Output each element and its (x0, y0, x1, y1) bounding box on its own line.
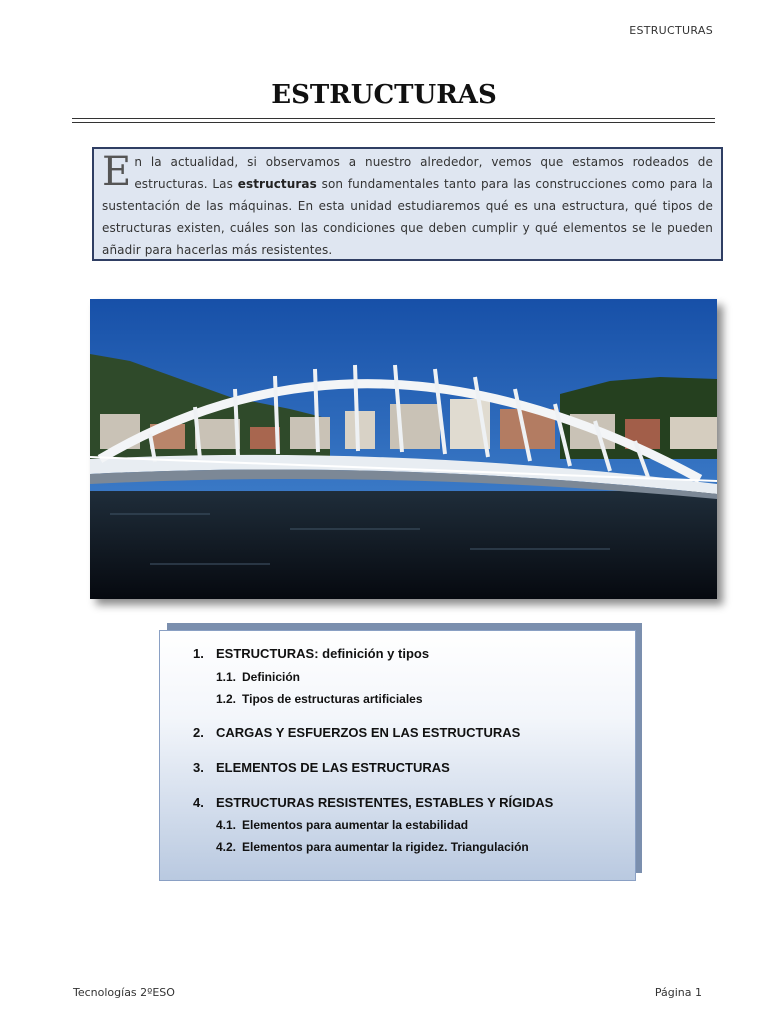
toc-label: Elementos para aumentar la rigidez. Triangulación (242, 840, 529, 854)
toc-item-1-1 (216, 670, 300, 684)
intro-text-part2: son fundamentales tanto para las construcciones como para la sustentación de las máquinas. En esta unidad estudiaremos qué es una estructura, qué tipos de estructuras existen, cuáles son las condiciones que deben cumplir y qué elementos se le pueden añadir para hacerlas más resistentes. (102, 177, 714, 257)
toc-number: 4.2. (216, 840, 237, 854)
toc-item-1-2 (216, 692, 423, 706)
footer-page-number: Página 1 (654, 986, 702, 999)
table-of-contents (159, 630, 636, 881)
drop-cap: E (102, 149, 132, 195)
toc-item-2 (193, 725, 520, 740)
intro-paragraph (102, 151, 713, 261)
toc-number: 2. (193, 725, 204, 740)
document-title: ESTRUCTURAS (271, 80, 497, 110)
toc-number: 4.1. (216, 818, 237, 832)
toc-number: 1. (193, 646, 204, 661)
toc-label: Tipos de estructuras artificiales (242, 692, 423, 706)
intro-text-part1: n la actualidad, si observamos a nuestro alrededor, vemos que estamos rodeados de estructuras. Las (134, 155, 713, 191)
toc-label: ESTRUCTURAS RESISTENTES, ESTABLES Y RÍGIDAS (216, 795, 554, 810)
intro-box (92, 147, 723, 261)
toc-label: CARGAS Y ESFUERZOS EN LAS ESTRUCTURAS (216, 725, 521, 740)
intro-bold-word: estructuras (237, 177, 317, 191)
toc-item-4-2 (216, 840, 529, 854)
footer-course: Tecnologías 2ºESO (73, 986, 175, 999)
toc-number: 3. (193, 760, 204, 775)
toc-number: 1.2. (216, 692, 237, 706)
title-double-rule (72, 118, 715, 123)
toc-item-4-1 (216, 818, 468, 832)
bridge-photo (90, 299, 717, 599)
toc-label: Elementos para aumentar la estabilidad (242, 818, 469, 832)
toc-label: ESTRUCTURAS: definición y tipos (216, 646, 430, 661)
toc-item-3 (193, 760, 450, 775)
toc-item-4 (193, 795, 553, 810)
toc-label: ELEMENTOS DE LAS ESTRUCTURAS (216, 760, 450, 775)
toc-number: 1.1. (216, 670, 237, 684)
running-header: ESTRUCTURAS (629, 24, 713, 37)
toc-label: Definición (242, 670, 301, 684)
toc-item-1 (193, 646, 429, 661)
toc-number: 4. (193, 795, 204, 810)
